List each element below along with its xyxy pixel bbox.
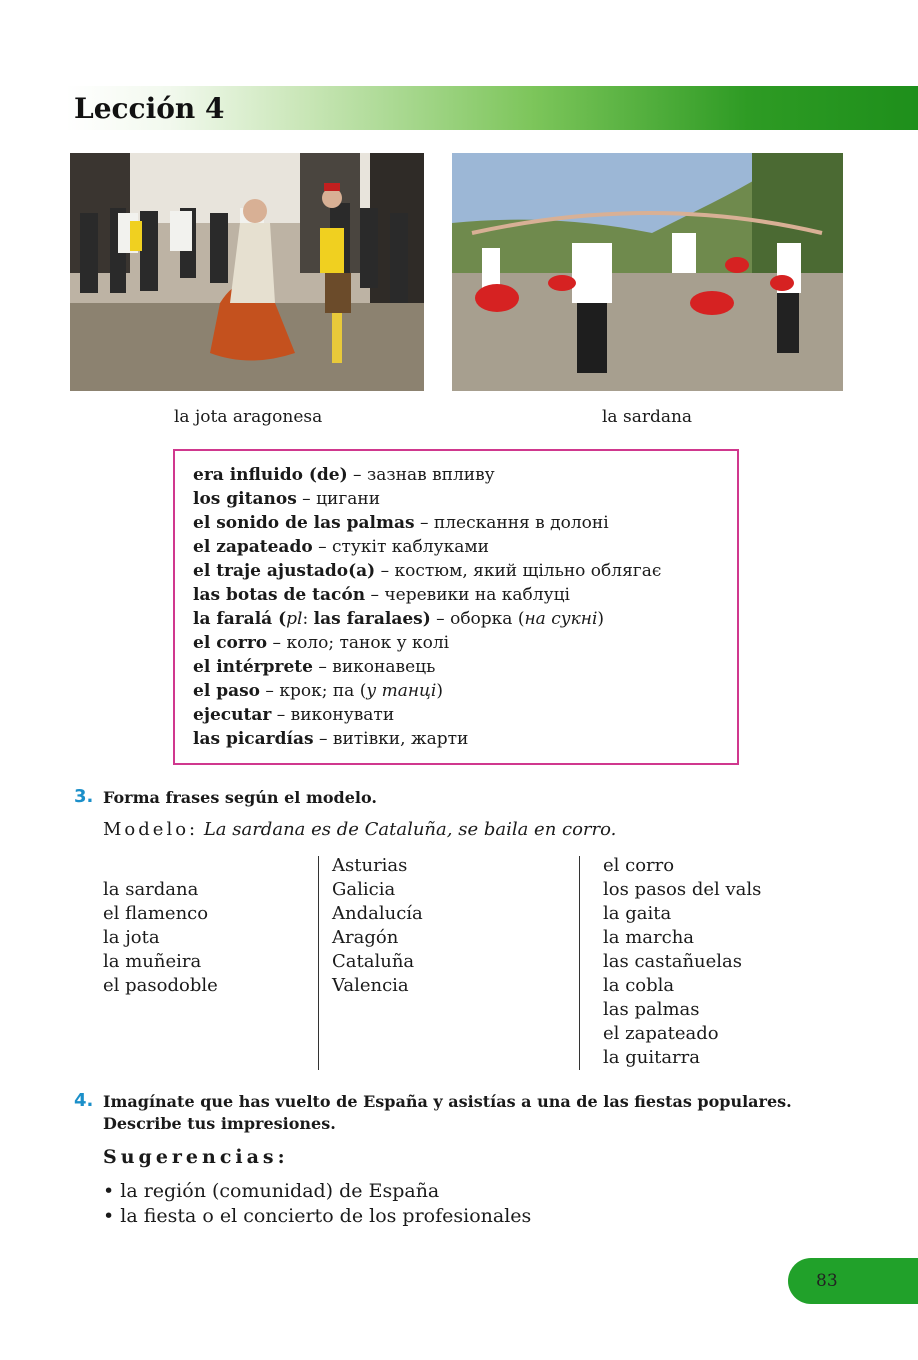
column-divider <box>579 856 580 1070</box>
list-item: la cobla <box>603 975 675 996</box>
list-item: las castañuelas <box>603 951 743 972</box>
vocab-entry: el paso – крок; па (у танці) <box>193 681 443 701</box>
exercise-4-number: 4. <box>74 1090 94 1111</box>
list-item: la guitarra <box>603 1047 700 1068</box>
list-item: la jota <box>103 927 160 948</box>
list-item: • la fiesta o el concierto de los profesionales <box>103 1205 532 1227</box>
vocab-entry: el sonido de las palmas – плескання в долоні <box>193 513 609 533</box>
vocabulary-box <box>173 449 739 765</box>
photo-caption-sardana: la sardana <box>602 407 693 427</box>
photo-caption-jota: la jota aragonesa <box>174 407 323 427</box>
sardana-photo <box>452 153 843 391</box>
exercise-4-instruction-line2: Describe tus impresiones. <box>103 1114 336 1133</box>
list-item: Andalucía <box>332 903 423 924</box>
list-item: Asturias <box>332 855 408 876</box>
vocab-entry: el intérprete – виконавець <box>193 657 436 677</box>
list-item: el pasodoble <box>103 975 218 996</box>
list-item: los pasos del vals <box>603 879 762 900</box>
suggestions-list <box>103 1179 531 1229</box>
list-item: las palmas <box>603 999 700 1020</box>
list-item: la gaita <box>603 903 672 924</box>
lesson-title: Lección 4 <box>74 92 225 125</box>
vocab-entry: era influido (de) – зазнав впливу <box>193 465 495 485</box>
vocab-entry: el zapateado – стукіт каблуками <box>193 537 489 557</box>
list-item: • la región (comunidad) de España <box>103 1180 440 1202</box>
suggestions-heading: Sugerencias: <box>103 1146 289 1168</box>
list-item: la sardana <box>103 879 199 900</box>
list-item: la marcha <box>603 927 695 948</box>
regions-column <box>332 854 423 998</box>
page-number-tab <box>788 1258 918 1304</box>
list-item: la muñeira <box>103 951 202 972</box>
page-number: 83 <box>816 1271 838 1291</box>
list-item: Cataluña <box>332 951 415 972</box>
list-item: el zapateado <box>603 1023 719 1044</box>
exercise-3-number: 3. <box>74 786 94 807</box>
vocab-entry: el corro – коло; танок у колі <box>193 633 450 653</box>
list-item: Valencia <box>332 975 409 996</box>
features-column <box>603 854 761 1070</box>
model-sentence: Modelo: La sardana es de Cataluña, se baila en corro. <box>103 819 617 840</box>
list-item: el flamenco <box>103 903 209 924</box>
vocab-entry: las botas de tacón – черевики на каблуці <box>193 585 570 605</box>
column-divider <box>318 856 319 1070</box>
jota-aragonesa-photo <box>70 153 424 391</box>
vocab-entry: ejecutar – виконувати <box>193 705 395 725</box>
vocab-entry: la faralá (pl: las faralaes) – оборка (на сукні) <box>193 609 605 629</box>
list-item: el corro <box>603 855 675 876</box>
vocab-entry: el traje ajustado(a) – костюм, який щільно облягає <box>193 561 662 581</box>
vocab-entry: las picardías – витівки, жарти <box>193 729 469 749</box>
exercise-3-instruction: Forma frases según el modelo. <box>103 788 377 807</box>
list-item: Aragón <box>332 927 399 948</box>
dances-column <box>103 878 218 998</box>
list-item: Galicia <box>332 879 396 900</box>
vocab-entry: los gitanos – цигани <box>193 489 381 509</box>
exercise-4-instruction-line1: Imagínate que has vuelto de España y asistías a una de las fiestas populares. <box>103 1092 792 1111</box>
